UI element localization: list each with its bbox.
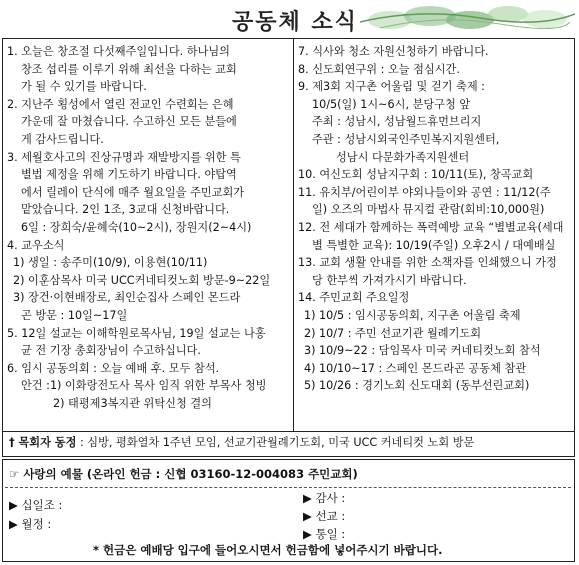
notice-box <box>2 38 575 432</box>
right-column <box>298 43 574 395</box>
leaf-decoration-icon <box>360 2 575 34</box>
thanks-field: ▶ 감사 : <box>303 491 346 505</box>
notice-line: 3) 장건·이현배장로, 최인순집사 스페인 몬드라 <box>13 291 241 305</box>
notice-line: 10/5(일) 1시~6시, 분당구청 앞 <box>312 97 471 111</box>
notice-line: 1. 오늘은 창조절 다섯째주일입니다. 하나님의 <box>7 45 230 58</box>
offering-heading: ☞ 사랑의 예물 (온라인 헌금 : 신협 03160-12-004083 주민교회) <box>9 467 358 481</box>
notice-line: 6일 : 장희숙/윤혜숙(10~2시), 장원지(2~4시) <box>21 220 252 234</box>
notice-line: 별법 제정을 위해 기도하기 바랍니다. 야탑역 <box>21 168 237 182</box>
notice-line: 11. 유치부/어린이부 야외나들이와 공연 : 11/12(주 <box>298 185 551 199</box>
pastor-schedule-text: : 심방, 평화열차 1주년 모임, 선교기관월례기도회, 미국 UCC 커네티컷 노회 방문 <box>76 436 475 449</box>
unification-field: ▶ 통일 : <box>303 527 346 541</box>
left-column <box>7 43 289 412</box>
notice-line: 주최 : 성남시, 성남월드휴먼브리지 <box>312 115 482 129</box>
notice-line: 2) 이훈삼목사 미국 UCC커네티컷노회 방문-9~22일 <box>13 273 271 287</box>
notice-line: 주관 : 성남시외국인주민복지지원센터, <box>312 132 500 146</box>
notice-line: 12. 전 세대가 함께하는 폭력예방 교육 “별별교육(세대 <box>298 220 564 234</box>
notice-line: 7. 식사와 청소 자원신청하기 바랍니다. <box>298 45 489 58</box>
tithe-field: ▶ 십일조 : <box>9 498 63 512</box>
notice-line: 일) 오즈의 마법사 뮤지컬 관람(회비:10,000원) <box>312 203 545 217</box>
pastor-schedule <box>2 431 575 457</box>
divider <box>5 487 571 488</box>
notice-line: 13. 교회 생활 안내를 위한 소책자를 인쇄했으니 가정 <box>298 256 557 270</box>
page-title: 공동체 소식 <box>232 10 358 35</box>
notice-line: 가운데 잘 마쳤습니다. 수고하신 모든 분들에 <box>21 115 237 129</box>
monthly-field: ▶ 월정 : <box>9 517 52 531</box>
notice-line: 게 감사드립니다. <box>21 132 104 146</box>
notice-line: 당 한부씩 가져가시기 바랍니다. <box>312 273 467 287</box>
notice-line: 안건 :1) 이화랑전도사 목사 임직 위한 부목사 청빙 <box>21 379 267 393</box>
notice-line: 성남시 다문화가족지원센터 <box>336 150 470 164</box>
notice-line: 5) 10/26 : 경기노회 신도대회 (동부선린교회) <box>304 379 530 393</box>
notice-line: 2) 태평제3복지관 위탁신청 결의 <box>53 396 212 410</box>
notice-line: 1) 10/5 : 임시공동의회, 지구촌 어울림 축제 <box>304 308 521 322</box>
notice-line: 1) 생일 : 송주미(10/9), 이용현(10/11) <box>13 256 208 270</box>
notice-line: 5. 12일 설교는 이해학원로목사님, 19일 설교는 나홍 <box>7 326 266 340</box>
notice-line: 3) 10/9~22 : 담임목사 미국 커네티컷노회 참석 <box>304 344 541 358</box>
notice-line: 8. 신도회연구위 : 오늘 점심시간. <box>298 62 460 76</box>
notice-line: 10. 여신도회 성남지구회 : 10/11(토), 창곡교회 <box>298 168 534 182</box>
notice-line: 맡았습니다. 2인 1조, 3교대 신청바랍니다. <box>21 203 230 217</box>
pastor-schedule-label: † 목회자 동정 <box>9 436 77 449</box>
notice-line: 3. 세월호사고의 진상규명과 재발방지를 위한 특 <box>7 150 241 164</box>
notice-line: 에서 릴레이 단식에 매주 월요일을 주민교회가 <box>21 185 245 199</box>
header <box>0 0 579 36</box>
notice-line: 균 전 기장 총회장님이 수고하십니다. <box>21 344 201 358</box>
notice-line: 2) 10/7 : 주민 선교기관 월례기도회 <box>304 326 482 340</box>
notice-line: 9. 제3회 지구촌 어울림 및 걷기 축제 : <box>298 80 485 94</box>
notice-line: 창조 섭리를 이루기 위해 최선을 다하는 교회 <box>21 62 237 76</box>
mission-field: ▶ 선교 : <box>303 509 346 523</box>
offering-note: * 헌금은 예배당 입구에 들어오시면서 헌금함에 넣어주시기 바랍니다. <box>93 543 443 557</box>
notice-line: 14. 주민교회 주요일정 <box>298 291 410 305</box>
notice-line: 4) 10/10~17 : 스페인 몬드라곤 공동체 참관 <box>304 361 527 375</box>
notice-line: 4. 교우소식 <box>7 238 65 252</box>
notice-line: 가 될 수 있기를 바랍니다. <box>21 80 147 94</box>
offering-box <box>2 459 575 562</box>
notice-line: 곤 방문 : 10일~17일 <box>21 308 128 322</box>
column-divider <box>293 39 294 431</box>
notice-line: 별 특별한 교육): 10/19(주일) 오후2시 / 대예배실 <box>312 238 556 252</box>
notice-line: 2. 지난주 횡성에서 열린 전교인 수련회는 은혜 <box>7 97 234 111</box>
notice-line: 6. 임시 공동의회 : 오늘 예배 후. 모두 참석. <box>7 361 220 375</box>
